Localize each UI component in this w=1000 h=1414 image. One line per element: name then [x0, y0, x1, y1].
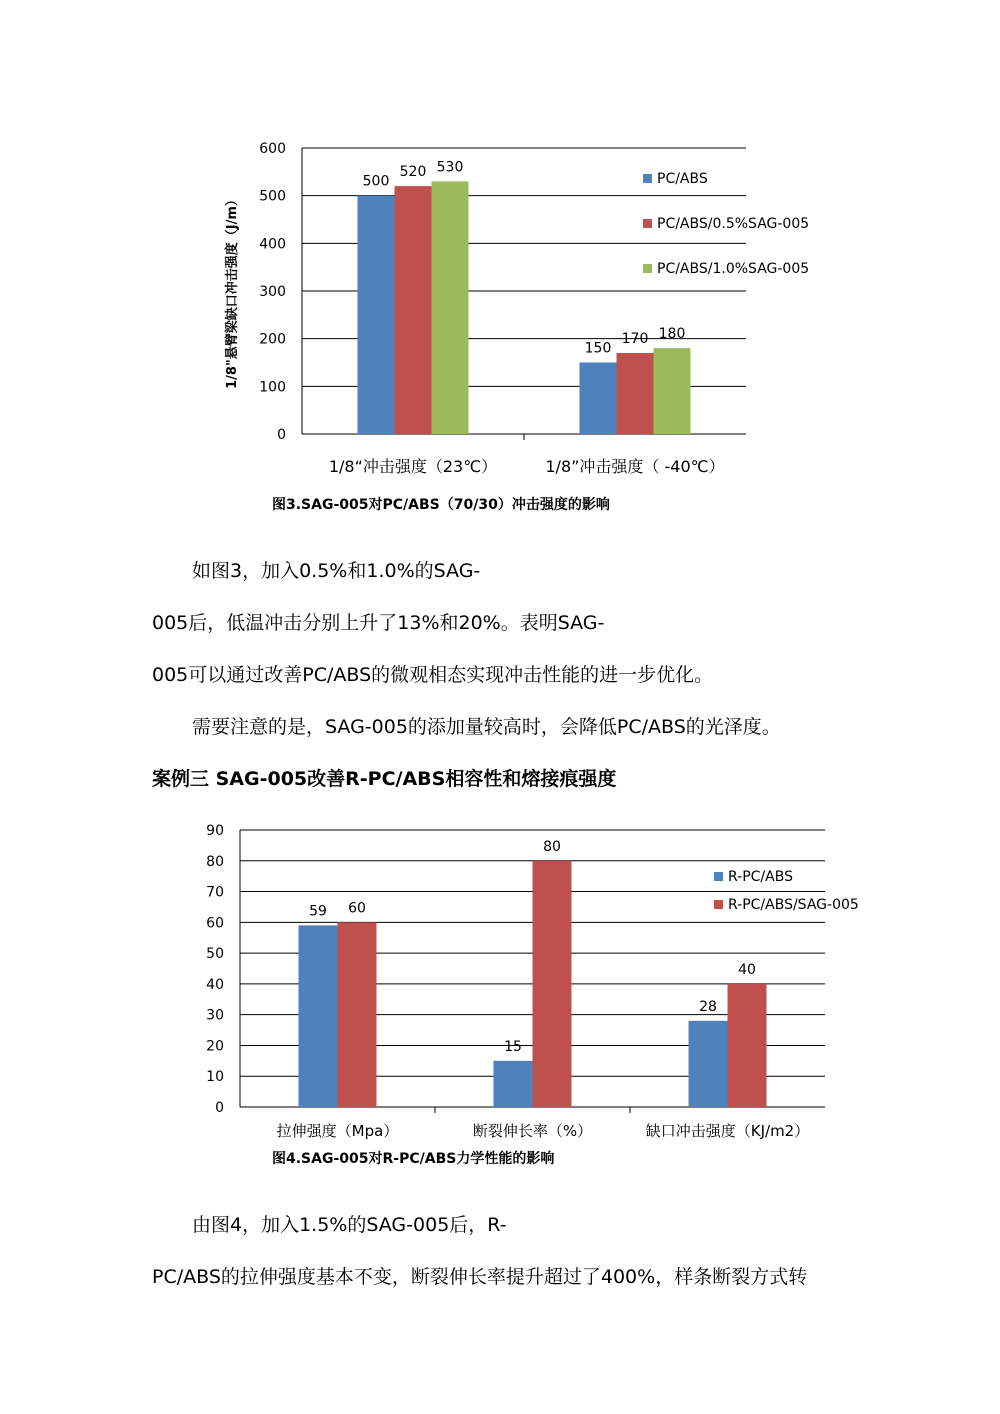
y-tick-label: 90	[206, 823, 224, 839]
paragraph-1-line-2: 005后，低温冲击分别上升了13%和20%。表明SAG-	[152, 612, 605, 634]
y-tick-label: 200	[259, 331, 286, 348]
bar	[432, 181, 469, 434]
data-label: 40	[738, 961, 756, 978]
bar	[617, 353, 654, 434]
legend-marker	[714, 900, 723, 909]
bar	[395, 186, 432, 434]
y-tick-label: 500	[259, 188, 286, 205]
paragraph-3-line-1: 由图4，加入1.5%的SAG-005后，R-	[192, 1214, 507, 1236]
x-tick-label: 1/8”冲击强度（ -40℃）	[545, 457, 725, 476]
legend-label: PC/ABS/1.0%SAG-005	[657, 261, 810, 277]
y-tick-label: 30	[206, 1007, 224, 1024]
paragraph-3-line-2: PC/ABS的拉伸强度基本不变，断裂伸长率提升超过了400%，样条断裂方式转	[152, 1266, 808, 1288]
bar	[533, 861, 572, 1107]
data-label: 59	[309, 903, 327, 920]
data-label: 150	[584, 340, 612, 357]
legend-label: R-PC/ABS/SAG-005	[728, 897, 859, 913]
bar	[728, 984, 767, 1107]
bar	[654, 348, 691, 434]
y-tick-label: 600	[259, 141, 286, 157]
y-tick-label: 60	[206, 915, 224, 932]
y-tick-label: 40	[206, 976, 224, 993]
legend-label: R-PC/ABS	[728, 869, 793, 885]
x-tick-label: 断裂伸长率（%）	[472, 1122, 593, 1140]
y-tick-label: 10	[206, 1069, 224, 1086]
bar	[494, 1061, 533, 1107]
x-tick-label: 1/8“冲击强度（23℃）	[328, 457, 498, 476]
data-label: 28	[699, 998, 717, 1015]
legend-marker	[714, 872, 723, 881]
y-tick-label: 0	[215, 1100, 224, 1116]
y-tick-label: 0	[277, 427, 286, 443]
y-tick-label: 80	[206, 853, 224, 870]
paragraph-1-line-1: 如图3，加入0.5%和1.0%的SAG-	[192, 560, 481, 582]
section-heading: 案例三 SAG-005改善R-PC/ABS相容性和熔接痕强度	[152, 768, 617, 790]
y-tick-label: 20	[206, 1038, 224, 1055]
legend-marker	[643, 264, 652, 273]
figure-3-caption: 图3.SAG-005对PC/ABS（70/30）冲击强度的影响	[272, 497, 610, 513]
bar	[299, 925, 338, 1107]
bar	[358, 196, 395, 434]
x-tick-label: 拉伸强度（Mpa）	[276, 1122, 399, 1140]
data-label: 170	[621, 330, 649, 347]
data-label: 60	[348, 900, 366, 917]
bar	[580, 363, 617, 435]
legend-label: PC/ABS	[657, 171, 708, 187]
legend-marker	[643, 174, 652, 183]
y-tick-label: 70	[206, 884, 224, 901]
y-tick-label: 100	[259, 379, 286, 396]
paragraph-1-line-3: 005可以通过改善PC/ABS的微观相态实现冲击性能的进一步优化。	[152, 664, 714, 686]
y-axis-title: 1/8"悬臂梁缺口冲击强度（J/m）	[225, 193, 240, 389]
x-tick-label: 缺口冲击强度（KJ/m2）	[645, 1122, 810, 1140]
data-label: 500	[362, 173, 390, 190]
impact-strength-chart	[0, 0, 1000, 490]
mechanical-properties-chart	[0, 810, 1000, 1150]
paragraph-2: 需要注意的是，SAG-005的添加量较高时，会降低PC/ABS的光泽度。	[192, 716, 781, 738]
data-label: 180	[658, 326, 686, 343]
y-tick-label: 300	[259, 284, 286, 300]
data-label: 80	[543, 838, 561, 855]
bar	[689, 1021, 728, 1107]
y-tick-label: 50	[206, 946, 224, 963]
data-label: 530	[436, 159, 464, 176]
y-tick-label: 400	[259, 236, 286, 253]
legend-label: PC/ABS/0.5%SAG-005	[657, 216, 810, 232]
figure-4-caption: 图4.SAG-005对R-PC/ABS力学性能的影响	[272, 1151, 555, 1167]
bar	[338, 922, 377, 1107]
data-label: 15	[504, 1038, 522, 1055]
data-label: 520	[399, 164, 427, 181]
legend-marker	[643, 219, 652, 228]
